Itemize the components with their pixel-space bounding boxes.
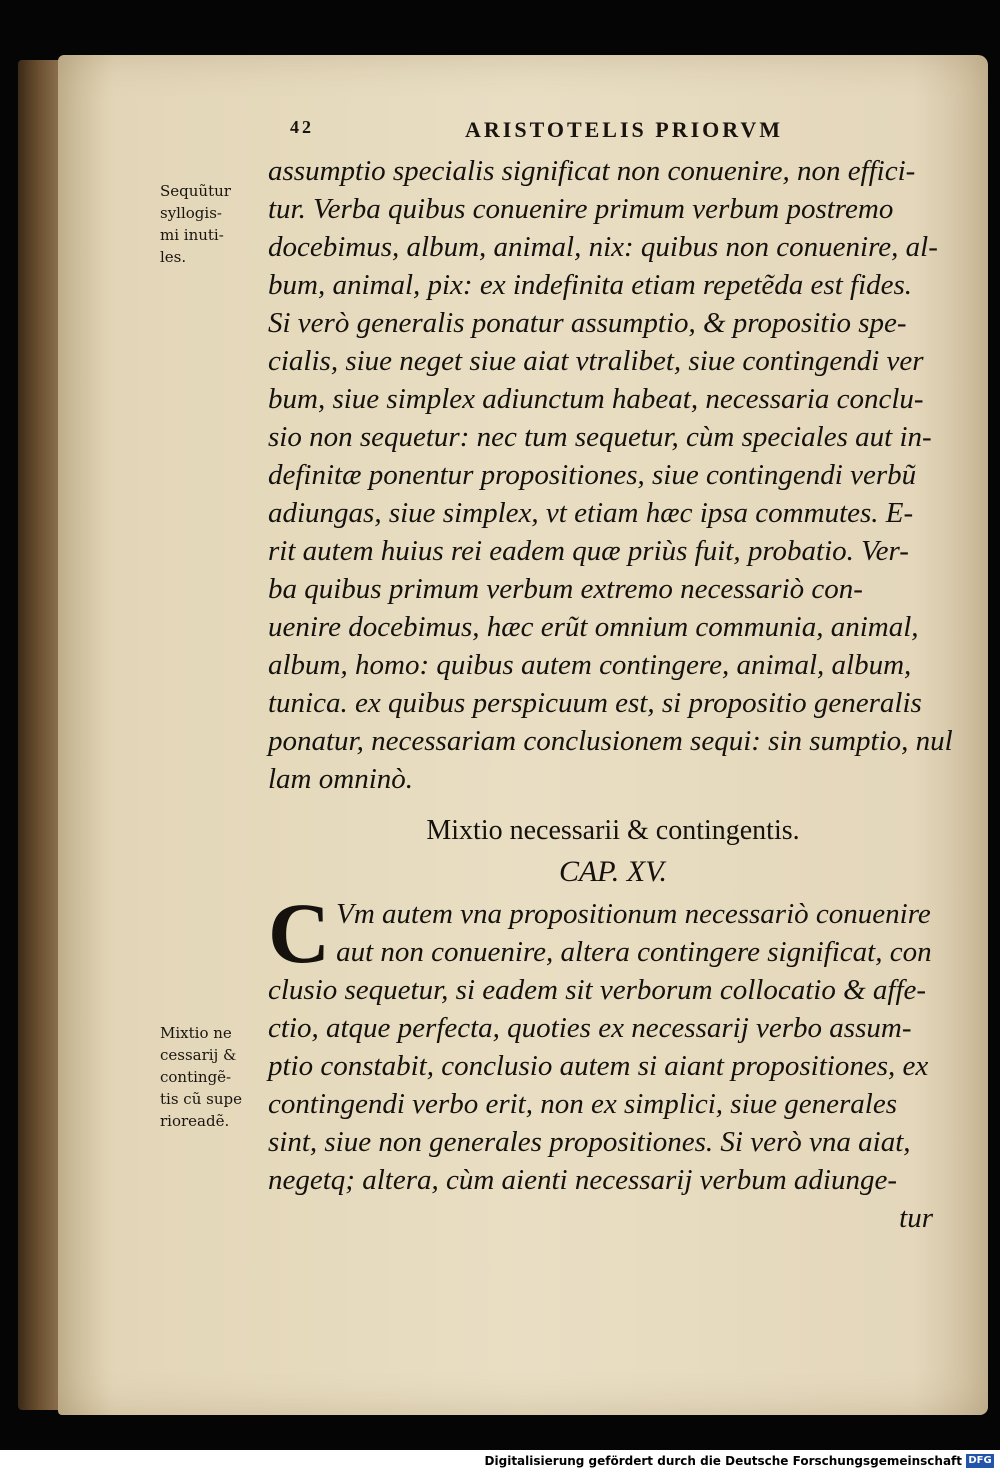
- text-line: ptio constabit, conclusio autem si aiant propositiones, ex: [268, 1050, 929, 1082]
- chapter-heading: CAP. XV.: [558, 855, 668, 888]
- page-number: 42: [290, 117, 314, 137]
- margin-note-line: contingẽ-: [160, 1068, 232, 1086]
- text-line: sio non sequetur: nec tum sequetur, cùm speciales aut in-: [268, 421, 932, 453]
- catchword: tur: [899, 1202, 933, 1234]
- text-line: tunica. ex quibus perspicuum est, si propositio generalis: [268, 687, 922, 719]
- text-line: lam omninò.: [268, 763, 413, 795]
- text-line: Si verò generalis ponatur assumptio, & propositio spe-: [268, 307, 907, 339]
- text-line: ctio, atque perfecta, quoties ex necessarij verbo assum-: [268, 1012, 912, 1044]
- section-heading: Mixtio necessarii & contingentis.: [426, 815, 800, 846]
- text-line: clusio sequetur, si eadem sit verborum collocatio & affe-: [268, 974, 927, 1006]
- text-line: ba quibus primum verbum extremo necessariò con-: [268, 573, 863, 605]
- margin-note-line: rioreadẽ.: [160, 1112, 230, 1130]
- text-line: docebimus, album, animal, nix: quibus non conuenire, al-: [268, 231, 938, 263]
- text-line: cialis, siue neget siue aiat vtralibet, siue contingendi ver: [268, 345, 924, 377]
- text-line: uenire docebimus, hæc erũt omnium communia, animal,: [268, 611, 919, 643]
- text-line: bum, siue simplex adiunctum habeat, necessaria conclu-: [268, 383, 924, 415]
- text-line: rit autem huius rei eadem quæ priùs fuit, probatio. Ver-: [268, 535, 909, 567]
- dfg-logo: DFG: [966, 1454, 994, 1468]
- running-header: [290, 117, 810, 147]
- text-line: negetq; altera, cùm aienti necessarij verbum adiunge-: [268, 1164, 897, 1196]
- margin-note-line: les.: [160, 248, 187, 266]
- text-line: Vm autem vna propositionum necessariò conuenire: [336, 898, 931, 930]
- text-line: tur. Verba quibus conuenire primum verbum postremo: [268, 193, 894, 225]
- drop-capital: C: [268, 885, 331, 981]
- margin-note-line: cessarij &: [160, 1046, 237, 1064]
- text-line: album, homo: quibus autem contingere, animal, album,: [268, 649, 912, 681]
- running-title: ARISTOTELIS PRIORVM: [465, 117, 784, 142]
- paragraph-1: [268, 152, 958, 798]
- text-line: adiungas, siue simplex, vt etiam hæc ipsa commutes. E-: [268, 497, 914, 529]
- margin-note-line: Sequũtur: [160, 182, 231, 200]
- text-line: sint, siue non generales propositiones. Si verò vna aiat,: [268, 1126, 911, 1158]
- margin-note-line: Mixtio ne: [160, 1024, 232, 1042]
- text-line: assumptio specialis significat non conuenire, non effici-: [268, 155, 916, 187]
- text-line: aut non conuenire, altera contingere significat, con: [336, 936, 932, 968]
- text-line: bum, animal, pix: ex indefinita etiam repetẽda est fides.: [268, 269, 913, 301]
- margin-note-line: syllogis-: [160, 204, 222, 222]
- margin-note-2: [160, 1022, 268, 1132]
- margin-note-line: tis cũ supe: [160, 1090, 242, 1108]
- text-line: ponatur, necessariam conclusionem sequi: sin sumptio, nul: [268, 725, 953, 757]
- margin-note-1: [160, 180, 268, 268]
- text-line: definitæ ponentur propositiones, siue contingendi verbũ: [268, 459, 917, 491]
- text-line: contingendi verbo erit, non ex simplici, siue generales: [268, 1088, 897, 1120]
- digitization-footer: [0, 1450, 1000, 1473]
- funding-credit: Digitalisierung gefördert durch die Deutsche Forschungsgemeinschaft: [484, 1454, 962, 1468]
- margin-note-line: mi inuti-: [160, 226, 224, 244]
- paragraph-2: [268, 885, 958, 1237]
